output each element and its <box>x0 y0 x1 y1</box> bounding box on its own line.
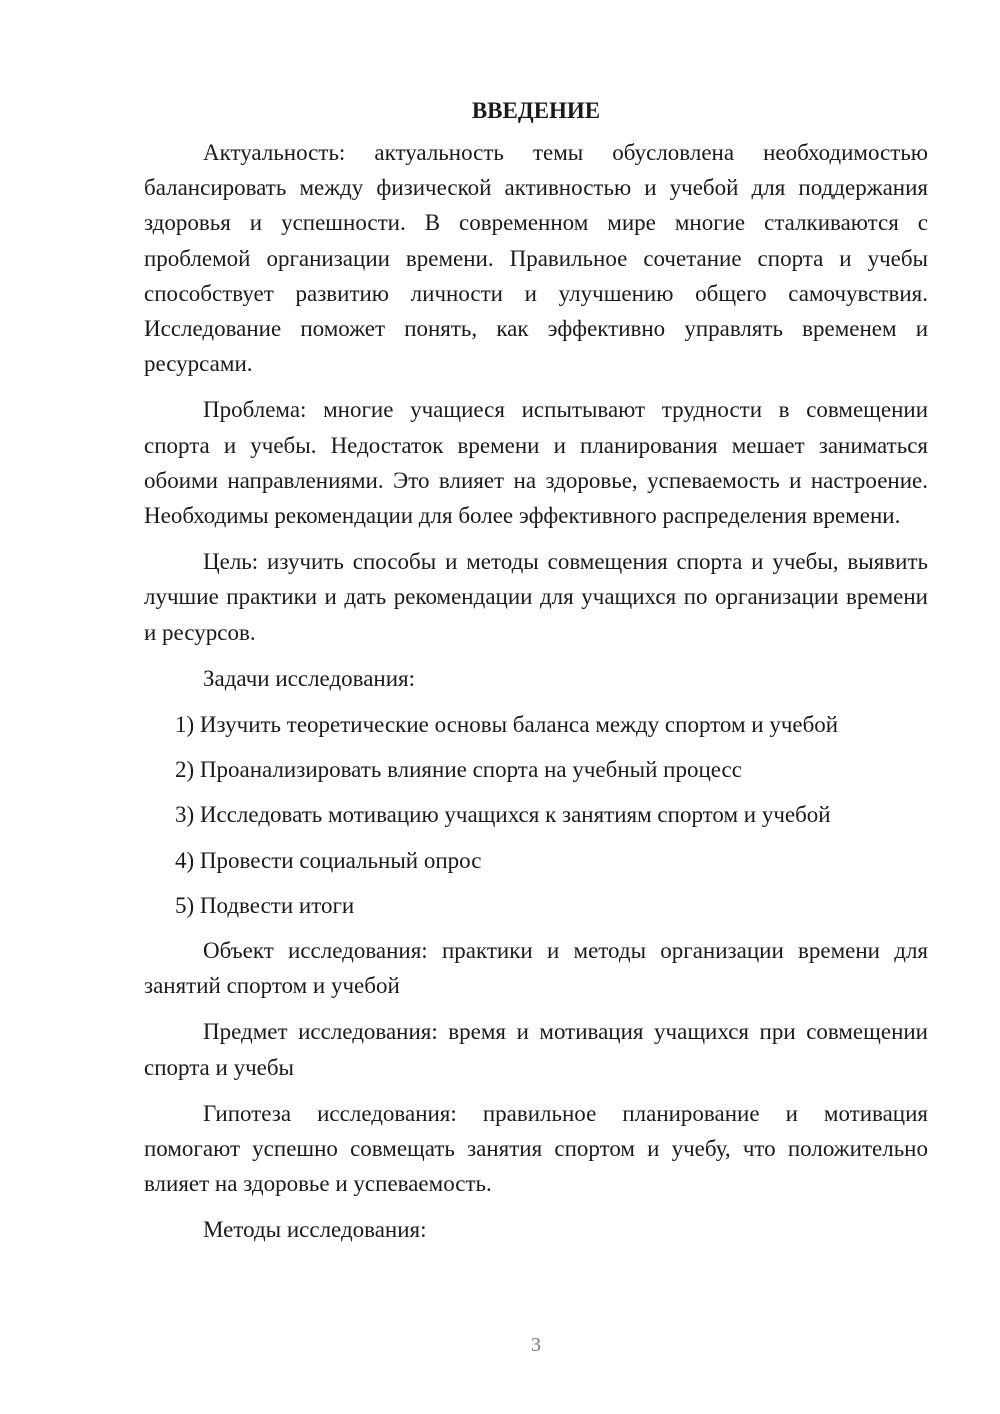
tasks-list <box>144 707 928 923</box>
relevance-paragraph: Актуальность: актуальность темы обусловлена необходимостью балансировать между физической активностью и учебой для поддержания здоровья и успешности. В современном мире многие сталкиваются с проблемой организации времени. Правильное сочетание спорта и учебы способствует развитию личности и улучшению общего самочувствия. Исследование поможет понять, как эффективно управлять временем и ресурсами. <box>144 140 928 377</box>
hypothesis-paragraph: Гипотеза исследования: правильное планирование и мотивация помогают успешно совмещать занятия спортом и учебу, что положительно влияет на здоровье и успеваемость. <box>144 1100 928 1197</box>
task-item-4: 4) Провести социальный опрос <box>175 847 482 873</box>
section-title: ВВЕДЕНИЕ <box>471 98 601 123</box>
methods-heading: Методы исследования: <box>203 1217 427 1243</box>
object-paragraph: Объект исследования: практики и методы организации времени для занятий спортом и учебой <box>144 938 928 999</box>
task-item-2: 2) Проанализировать влияние спорта на учебный процесс <box>175 757 742 783</box>
subject-paragraph: Предмет исследования: время и мотивация учащихся при совмещении спорта и учебы <box>144 1019 928 1080</box>
task-item-3: 3) Исследовать мотивацию учащихся к занятиям спортом и учебой <box>175 802 831 828</box>
task-item-5: 5) Подвести итоги <box>175 892 355 918</box>
tasks-heading: Задачи исследования: <box>203 665 416 691</box>
page-body <box>144 95 928 1259</box>
problem-paragraph: Проблема: многие учащиеся испытывают трудности в совмещении спорта и учебы. Недостаток времени и планирования мешает заниматься обоими направлениями. Это влияет на здоровье, успеваемость и настроение. Необходимы рекомендации для более эффективного распределения времени. <box>144 397 928 529</box>
page-number: 3 <box>531 1334 541 1356</box>
task-item-1: 1) Изучить теоретические основы баланса между спортом и учебой <box>175 712 839 738</box>
goal-paragraph: Цель: изучить способы и методы совмещения спорта и учебы, выявить лучшие практики и дать рекомендации для учащихся по организации времени и ресурсов. <box>144 549 928 645</box>
